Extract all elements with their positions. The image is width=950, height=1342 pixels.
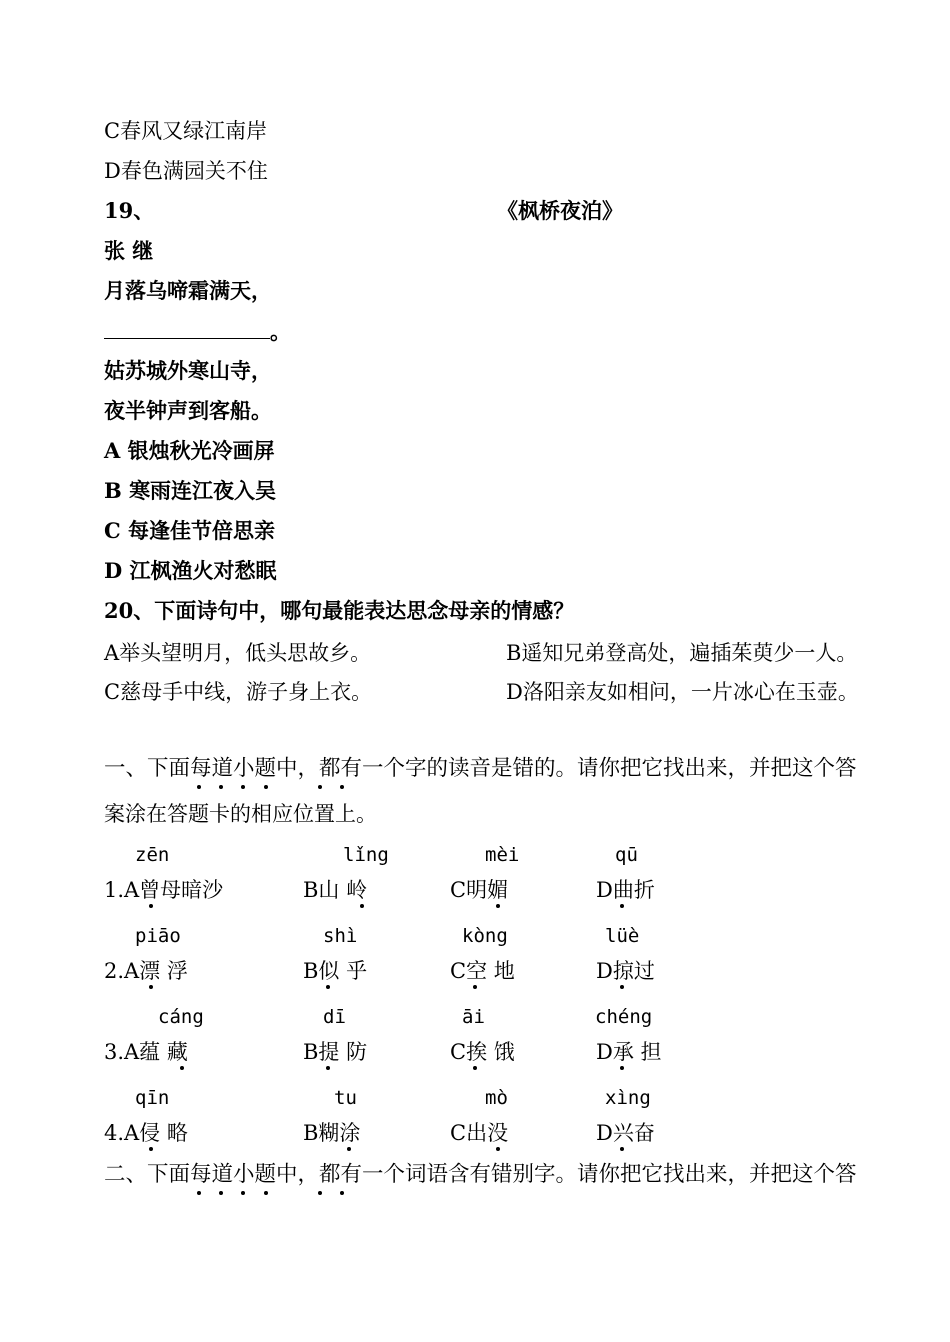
emphasis-dot [496,904,500,908]
item1-option-b: B山 岭 [303,878,368,902]
emphasis-dot [326,985,330,989]
emphasis-dot [496,1147,500,1151]
emphasis-dot [473,985,477,989]
item2-pinyin-d: lüè [605,925,640,947]
item4-pinyin-a: qīn [135,1087,170,1109]
item2-option-a: A漂 浮 [124,959,188,983]
item3-pinyin-a: cáng [158,1006,204,1028]
poem-title: 《枫桥夜泊》 [497,198,623,223]
poem-line-4: 夜半钟声到客船。 [104,398,272,423]
emphasis-dot [473,1066,477,1070]
item1-option-d: D曲折 [596,878,655,902]
item4-pinyin-d: xìng [605,1087,651,1109]
poem-line-1: 月落乌啼霜满天， [104,278,272,303]
poem-line-3: 姑苏城外寒山寺， [104,358,272,383]
q20-option-a: A举头望明月，低头思故乡。 [104,641,372,665]
item3-pinyin-b: dī [323,1006,346,1028]
item2-number: 2. [104,959,125,983]
section-1-instruction-line-2: 案涂在答题卡的相应位置上。 [104,802,377,826]
emphasis-dot [620,904,624,908]
item4-number: 4. [104,1121,125,1145]
item1-option-a: A曾母暗沙 [124,878,224,902]
item3-pinyin-c: āi [462,1006,485,1028]
item1-pinyin-a: zēn [135,844,170,866]
item2-option-b: B似 乎 [303,959,368,983]
q19-number: 19、 [104,198,155,223]
q19-option-c: C 每逢佳节倍思亲 [104,518,276,543]
emphasis-dot [149,1147,153,1151]
emphasis-dot [318,1191,322,1195]
item2-pinyin-b: shì [323,925,358,947]
q19-option-b: B 寒雨连江夜入吴 [104,478,277,503]
q18-option-c: C春风又绿江南岸 [104,119,268,143]
poem-line-2-blank: 。 [104,318,291,345]
emphasis-dot [340,1191,344,1195]
emphasis-dot [197,1191,201,1195]
section-1-instruction-line-1: 一、下面每道小题中，都有一个字的读音是错的。请你把它找出来，并把这个答 [104,756,857,781]
emphasis-dot [241,785,245,789]
item1-pinyin-c: mèi [485,844,520,866]
item3-option-b: B提 防 [303,1040,368,1064]
item3-option-c: C挨 饿 [450,1040,515,1064]
emphasis-dot [620,1066,624,1070]
emphasis-dot [149,904,153,908]
item3-option-a: A蕴 藏 [124,1040,188,1064]
fill-blank [104,318,270,339]
item3-number: 3. [104,1040,125,1064]
q20-option-c: C慈母手中线，游子身上衣。 [104,680,373,704]
item2-pinyin-a: piāo [135,925,181,947]
item3-option-d: D承 担 [596,1040,662,1064]
item4-option-d: D兴奋 [596,1121,655,1145]
emphasis-dot [264,1191,268,1195]
item4-option-a: A侵 略 [124,1121,188,1145]
item4-option-c: C出没 [450,1121,509,1145]
section-2-instruction-line-1: 二、下面每道小题中，都有一个词语含有错别字。请你把它找出来，并把这个答 [104,1162,857,1187]
q19-option-a: A 银烛秋光冷画屏 [104,438,275,463]
emphasis-dot [264,785,268,789]
emphasis-dot [241,1191,245,1195]
emphasis-dot [219,1191,223,1195]
item2-option-c: C空 地 [450,959,515,983]
emphasis-dot [620,985,624,989]
q20-option-d: D洛阳亲友如相问，一片冰心在玉壶。 [506,680,859,704]
item2-pinyin-c: kòng [462,925,508,947]
item4-option-b: B糊涂 [303,1121,361,1145]
emphasis-dot [347,1147,351,1151]
emphasis-dot [197,785,201,789]
emphasis-dot [340,785,344,789]
item3-pinyin-d: chéng [595,1006,653,1028]
item4-pinyin-c: mò [485,1087,508,1109]
item1-pinyin-d: qū [615,844,638,866]
poem-author: 张 继 [104,238,154,263]
emphasis-dot [620,1147,624,1151]
q19-option-d: D 江枫渔火对愁眠 [104,558,277,583]
emphasis-dot [180,1066,184,1070]
item4-pinyin-b: tu [334,1087,357,1109]
item1-option-c: C明媚 [450,878,509,902]
q20-question: 20、下面诗句中，哪句最能表达思念母亲的情感？ [104,598,575,623]
item1-number: 1. [104,878,125,902]
emphasis-dot [318,785,322,789]
item1-pinyin-b: lǐng [343,844,389,866]
emphasis-dot [326,1066,330,1070]
q20-option-b: B遥知兄弟登高处，遍插茱萸少一人。 [506,641,858,665]
item2-option-d: D掠过 [596,959,655,983]
q18-option-d: D春色满园关不住 [104,159,268,183]
emphasis-dot [360,904,364,908]
emphasis-dot [219,785,223,789]
emphasis-dot [149,985,153,989]
